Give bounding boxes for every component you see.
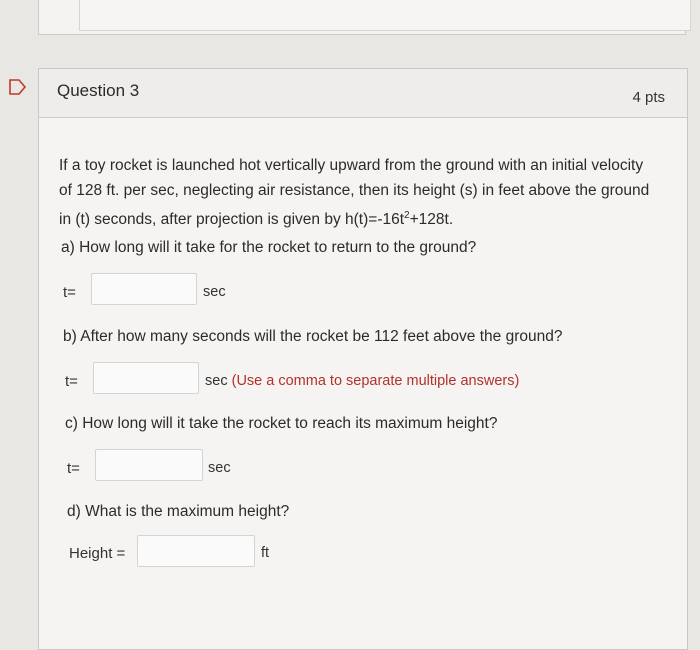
part-b-hint: (Use a comma to separate multiple answers) xyxy=(231,373,520,389)
part-d-answer-input[interactable] xyxy=(137,535,255,567)
part-a-prompt: a) How long will it take for the rocket to return to the ground? xyxy=(61,239,477,256)
question-text-end: +128t. xyxy=(409,211,454,229)
question-header xyxy=(39,69,687,118)
question-text xyxy=(59,153,659,232)
part-b-label: t= xyxy=(65,373,78,390)
question-text-main: If a toy rocket is launched hot vertically upward from the ground with an initial velocity of 128 ft. per sec, neglecting air resistance, then its height (s) in feet above the ground in (t) seconds, after projection is given by h(t)=-16t xyxy=(59,157,650,229)
part-a-label: t= xyxy=(63,284,76,301)
question-title: Question 3 xyxy=(57,81,140,100)
question-points: 4 pts xyxy=(632,89,665,106)
part-d-label: Height = xyxy=(69,545,126,562)
part-c-unit: sec xyxy=(208,460,231,476)
part-c-label: t= xyxy=(67,460,80,477)
part-b-unit-hint xyxy=(205,373,519,389)
question-card xyxy=(38,68,688,650)
part-b-answer-input[interactable] xyxy=(93,362,199,394)
part-a-answer-input[interactable] xyxy=(91,273,197,305)
part-b-prompt: b) After how many seconds will the rocket be 112 feet above the ground? xyxy=(63,328,563,345)
previous-question-card xyxy=(38,0,686,35)
part-a-unit: sec xyxy=(203,284,226,300)
part-c-prompt: c) How long will it take the rocket to reach its maximum height? xyxy=(65,415,498,432)
question-text-exponent: 2 xyxy=(404,210,410,221)
flag-question-icon[interactable] xyxy=(8,78,28,96)
part-b-unit: sec xyxy=(205,373,228,389)
part-d-unit: ft xyxy=(261,545,270,561)
previous-answer-box xyxy=(79,0,691,31)
part-c-answer-input[interactable] xyxy=(95,449,203,481)
part-d-prompt: d) What is the maximum height? xyxy=(67,503,290,520)
